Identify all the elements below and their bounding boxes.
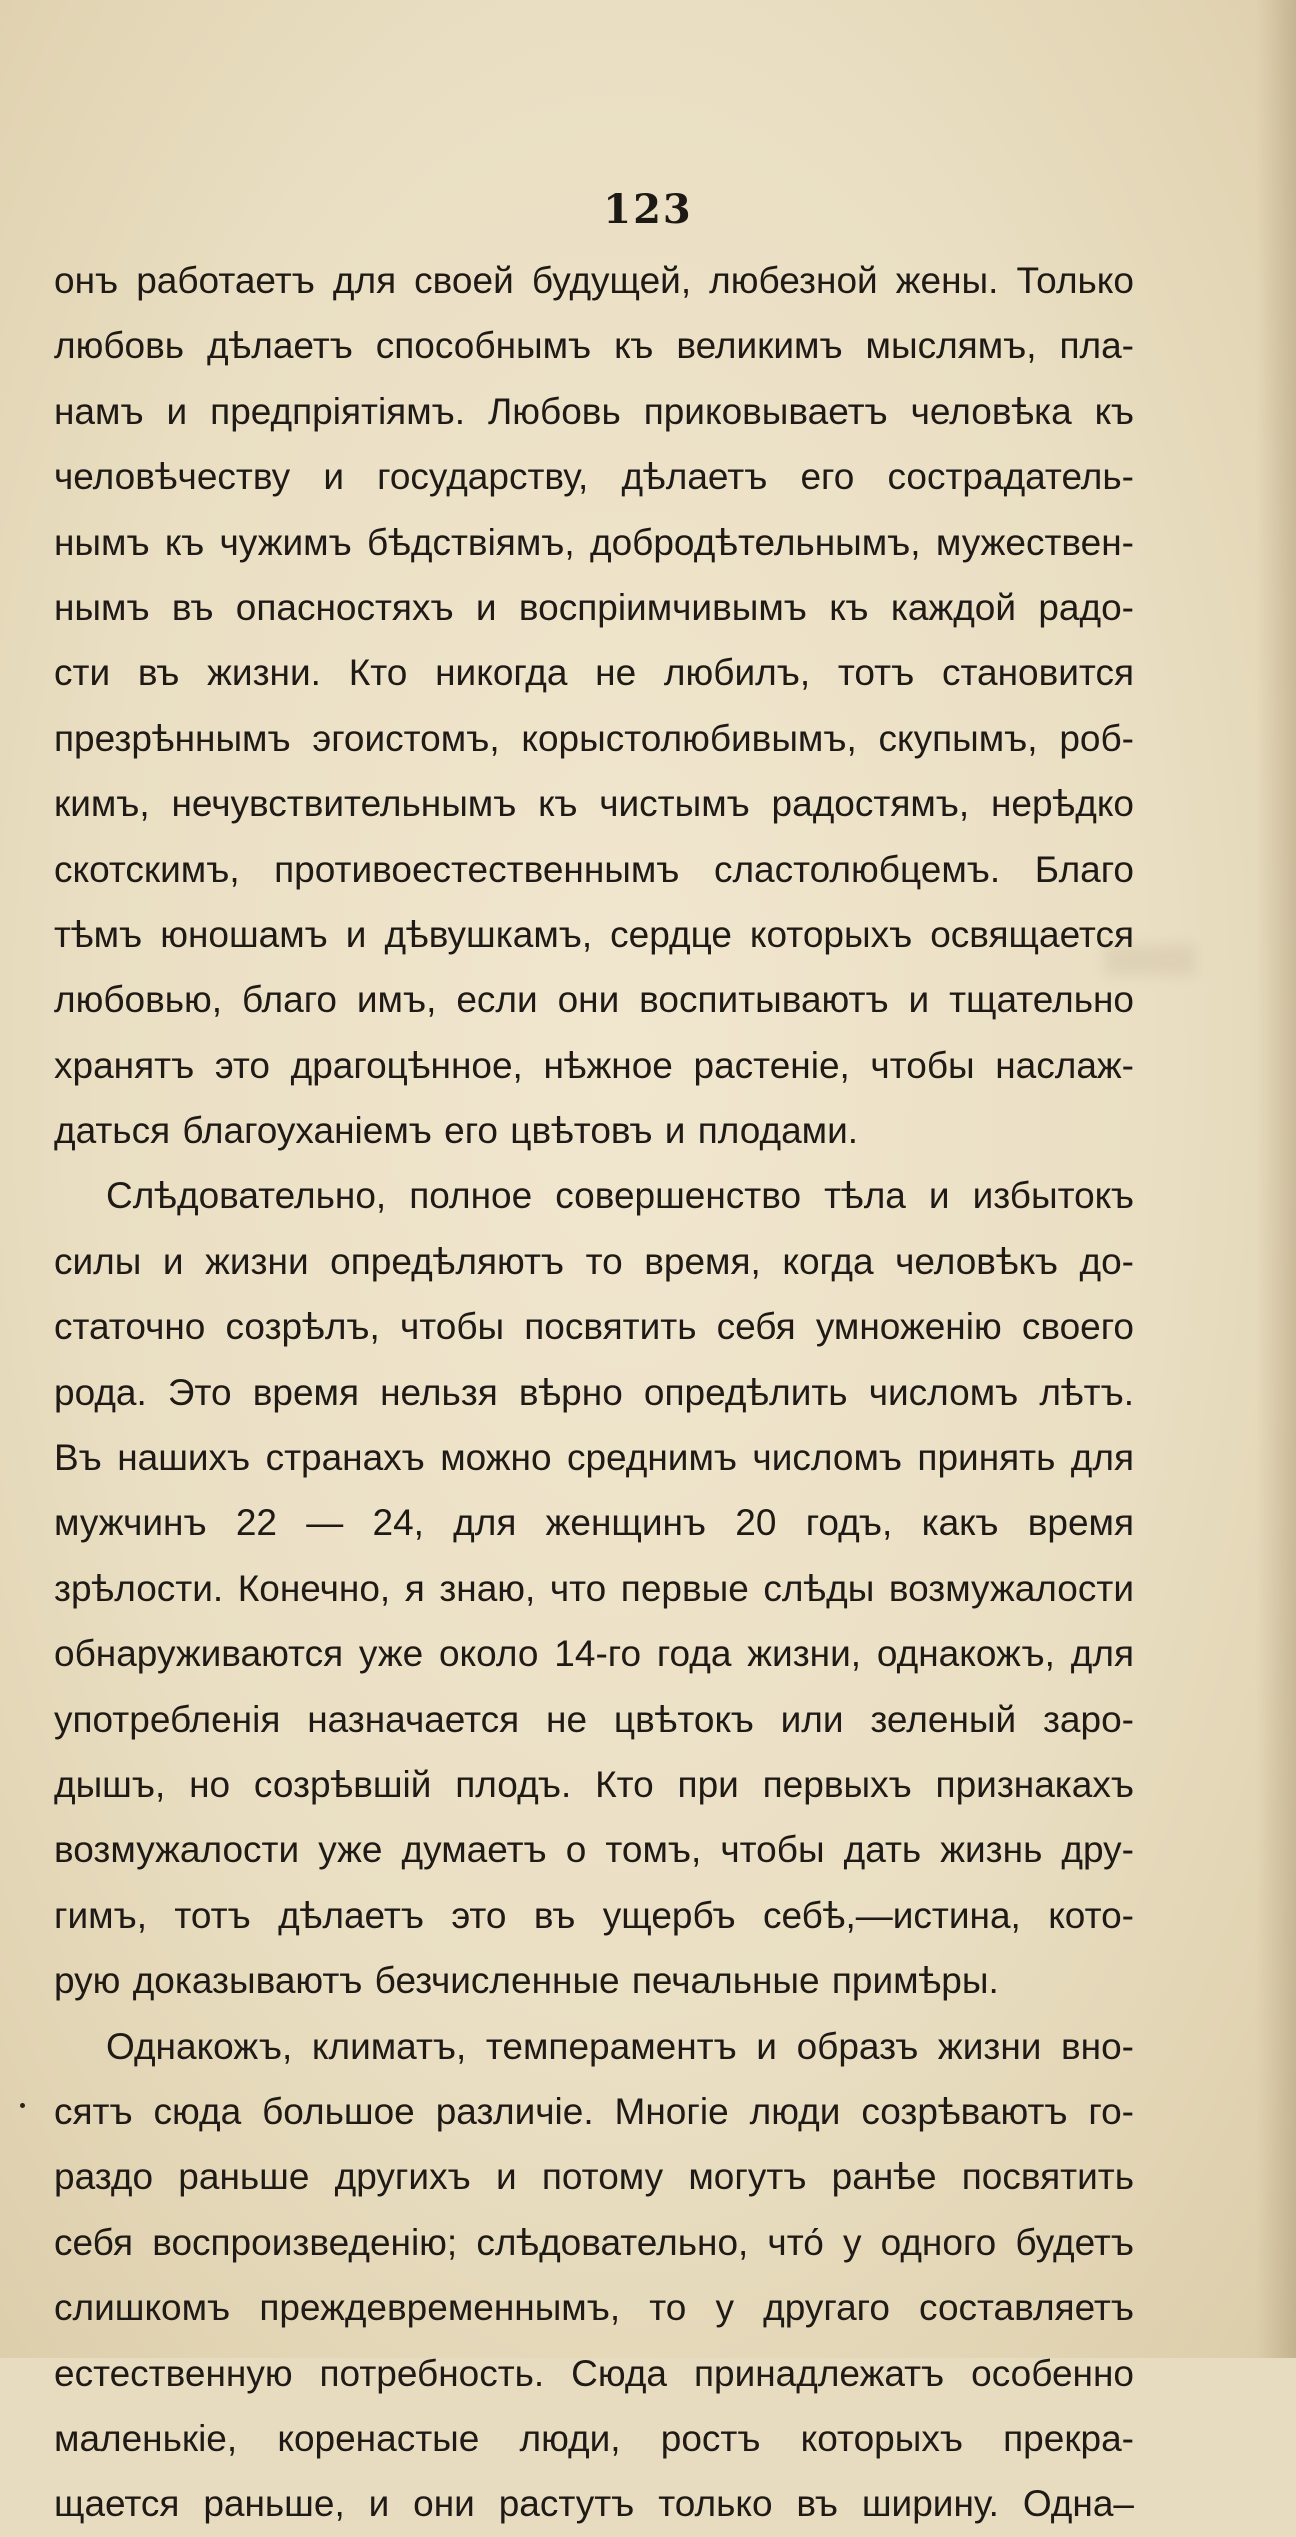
text-line: силы и жизни опредѣляютъ то время, когда человѣкъ до-: [54, 1240, 1134, 1282]
text-line: рода. Это время нельзя вѣрно опредѣлить числомъ лѣтъ.: [54, 1371, 1134, 1413]
text-line: хранятъ это драгоцѣнное, нѣжное растеніе, чтобы наслаж-: [54, 1044, 1134, 1086]
text-line: маленькіе, коренастые люди, ростъ которыхъ прекра-: [54, 2417, 1134, 2459]
text-line: обнаруживаются уже около 14-го года жизни, однакожъ, для: [54, 1633, 1134, 1675]
page-edge-shadow: [1256, 0, 1296, 2358]
text-line: кимъ, нечувствительнымъ къ чистымъ радостямъ, нерѣдко: [54, 783, 1134, 825]
text-line: себя воспроизведенію; слѣдовательно, что́ у одного будетъ: [54, 2221, 1134, 2263]
text-line: человѣчеству и государству, дѣлаетъ его сострадатель-: [54, 456, 1134, 498]
text-line: Въ нашихъ странахъ можно среднимъ числомъ принять для: [54, 1437, 1134, 1479]
text-line: раздо раньше другихъ и потому могутъ ранѣе посвятить: [54, 2156, 1134, 2198]
paragraph-end-line: рую доказываютъ безчисленные печальные примѣры.: [54, 1960, 999, 2002]
text-line: нымъ въ опасностяхъ и воспріимчивымъ къ каждой радо-: [54, 586, 1134, 628]
text-line: скотскимъ, противоестественнымъ сластолюбцемъ. Благо: [54, 848, 1134, 890]
margin-ink-dot: [20, 2103, 25, 2108]
text-line: нымъ къ чужимъ бѣдствіямъ, добродѣтельнымъ, мужествен-: [54, 521, 1134, 563]
body-text: [54, 248, 1134, 2537]
text-line: статочно созрѣлъ, чтобы посвятить себя умноженію своего: [54, 1306, 1134, 1348]
text-line: дышъ, но созрѣвшій плодъ. Кто при первыхъ признакахъ: [54, 1763, 1134, 1805]
paragraph-end-line: даться благоуханіемъ его цвѣтовъ и плодами.: [54, 1110, 859, 1152]
text-line: любовью, благо имъ, если они воспитываютъ и тщательно: [54, 979, 1134, 1021]
text-line: сти въ жизни. Кто никогда не любилъ, тотъ становится: [54, 652, 1134, 694]
text-line: презрѣннымъ эгоистомъ, корыстолюбивымъ, скупымъ, роб-: [54, 717, 1134, 759]
text-line: сятъ сюда большое различіе. Многіе люди созрѣваютъ го-: [54, 2090, 1134, 2132]
text-line: мужчинъ 22 — 24, для женщинъ 20 годъ, какъ время: [54, 1502, 1134, 1544]
text-line: употребленія назначается не цвѣтокъ или зеленый заро-: [54, 1698, 1134, 1740]
text-line: онъ работаетъ для своей будущей, любезной жены. Только: [54, 260, 1134, 301]
paragraph-start-line: Слѣдовательно, полное совершенство тѣла и избытокъ: [106, 1175, 1134, 1217]
text-line: намъ и предпріятіямъ. Любовь приковываетъ человѣка къ: [54, 390, 1134, 432]
text-line: гимъ, тотъ дѣлаетъ это въ ущербъ себѣ,—истина, кото-: [54, 1894, 1134, 1936]
text-line: естественную потребность. Сюда принадлежатъ особенно: [54, 2352, 1134, 2394]
text-line: тѣмъ юношамъ и дѣвушкамъ, сердце которыхъ освящается: [54, 913, 1134, 955]
text-line: слишкомъ преждевременнымъ, то у другаго составляетъ: [54, 2287, 1134, 2329]
paragraph-start-line: Однакожъ, климатъ, темпераментъ и образъ жизни вно-: [106, 2025, 1134, 2067]
text-line: возмужалости уже думаетъ о томъ, чтобы дать жизнь дру-: [54, 1829, 1134, 1871]
text-line: щается раньше, и они растутъ только въ ширину. Одна–: [54, 2483, 1134, 2525]
text-line: любовь дѣлаетъ способнымъ къ великимъ мыслямъ, пла-: [54, 325, 1134, 367]
page-number: 123: [603, 186, 693, 233]
text-line: зрѣлости. Конечно, я знаю, что первые слѣды возмужалости: [54, 1567, 1134, 1609]
